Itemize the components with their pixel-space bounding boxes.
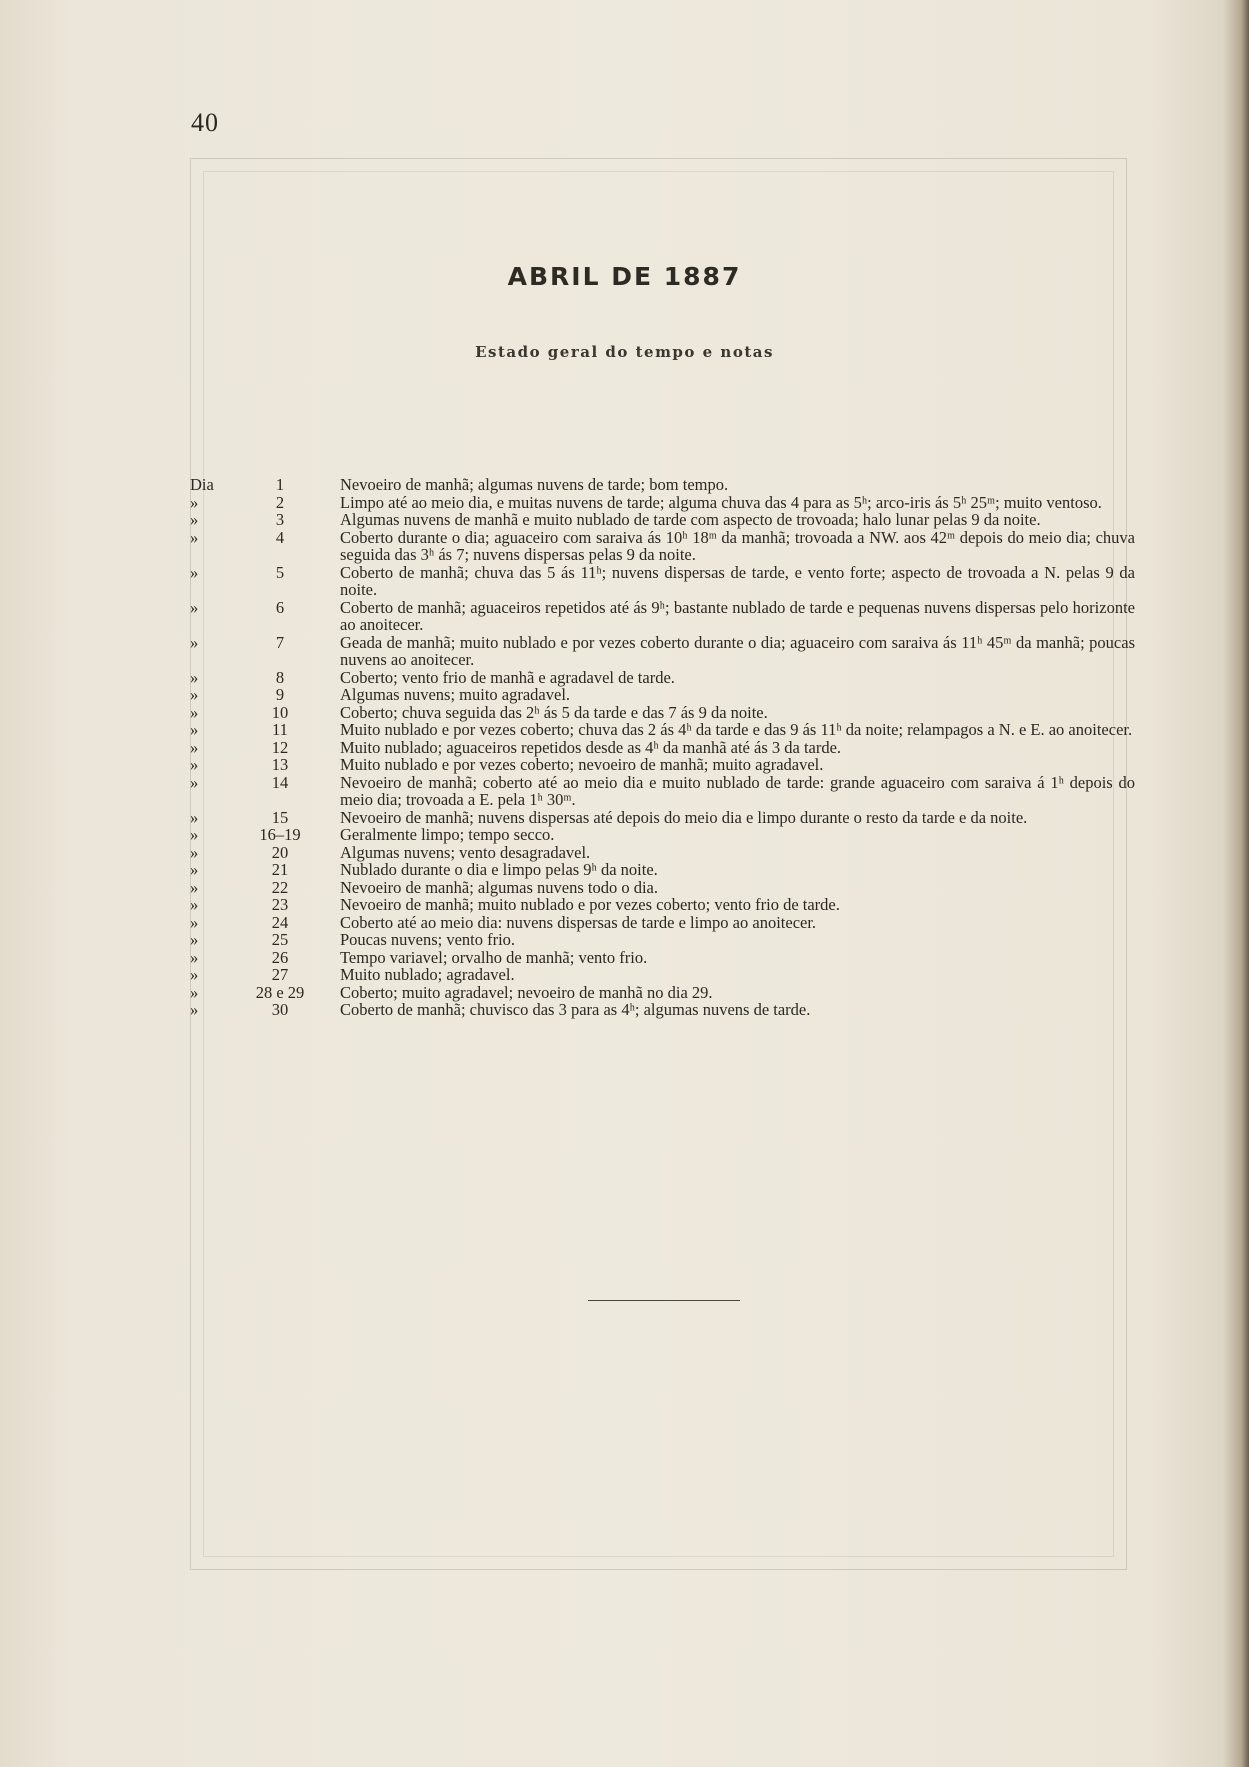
day-number: 10 xyxy=(271,702,289,722)
day-number: 9 xyxy=(275,685,285,704)
weather-note: Nevoeiro de manhã; algumas nuvens todo o dia. xyxy=(340,877,659,897)
weather-note: Poucas nuvens; vento frio. xyxy=(340,930,516,949)
weather-note: Muito nublado e por vezes coberto; chuva das 2 ás 4ʰ da tarde e das 9 ás 11ʰ da noite; relampagos a N. e E. ao anoitecer. xyxy=(340,720,1133,739)
day-number: 8 xyxy=(275,667,285,687)
day-number: 3 xyxy=(275,510,285,529)
weather-note: Coberto; vento frio de manhã e agradavel de tarde. xyxy=(340,667,675,687)
day-number: 30 xyxy=(271,1000,289,1019)
closing-rule xyxy=(588,1300,740,1301)
weather-note: Coberto de manhã; chuva das 5 ás 11ʰ; nuvens dispersas de tarde, e vento forte; aspecto de trovoada a N. pelas 9 da noite. xyxy=(340,562,1135,599)
list-item xyxy=(190,844,1135,862)
list-item xyxy=(190,774,1135,809)
day-prefix: » xyxy=(190,1000,199,1019)
day-number: 14 xyxy=(271,772,289,792)
day-prefix: » xyxy=(190,982,199,1002)
day-prefix: » xyxy=(190,895,199,914)
list-item xyxy=(190,756,1135,774)
list-item xyxy=(190,984,1135,1002)
list-item xyxy=(190,529,1135,564)
weather-note: Algumas nuvens; vento desagradavel. xyxy=(340,842,591,862)
weather-note: Algumas nuvens; muito agradavel. xyxy=(340,685,571,704)
day-number: 11 xyxy=(272,720,288,739)
day-number: 6 xyxy=(275,597,285,617)
list-item xyxy=(190,826,1135,844)
weather-note: Muito nublado; agradavel. xyxy=(340,965,515,984)
list-item xyxy=(190,739,1135,757)
weather-note: Muito nublado e por vezes coberto; nevoeiro de manhã; muito agradavel. xyxy=(340,755,824,774)
day-prefix: » xyxy=(190,807,199,827)
section-subtitle: Estado geral do tempo e notas xyxy=(475,343,774,361)
day-prefix: » xyxy=(190,702,199,722)
weather-note: Coberto durante o dia; aguaceiro com saraiva ás 10ʰ 18ᵐ da manhã; trovoada a NW. aos 42ᵐ depois do meio dia; chuva seguida das 3ʰ ás 7; nuvens dispersas pelas 9 da noite. xyxy=(340,527,1135,564)
day-number: 24 xyxy=(271,912,289,932)
list-item xyxy=(190,634,1135,669)
list-item xyxy=(190,564,1135,599)
weather-note: Coberto até ao meio dia: nuvens dispersas de tarde e limpo ao anoitecer. xyxy=(340,912,817,932)
day-prefix: » xyxy=(190,930,199,949)
day-prefix: » xyxy=(190,912,199,932)
day-prefix: » xyxy=(190,510,199,529)
day-prefix: » xyxy=(190,965,199,984)
day-number: 20 xyxy=(271,842,289,862)
list-item xyxy=(190,494,1135,512)
weather-note: Nublado durante o dia e limpo pelas 9ʰ da noite. xyxy=(340,860,658,879)
day-prefix: » xyxy=(190,597,199,617)
weather-note: Nevoeiro de manhã; coberto até ao meio dia e muito nublado de tarde: grande aguaceiro com saraiva á 1ʰ depois do meio dia; trovoada a E. pela 1ʰ 30ᵐ. xyxy=(340,772,1135,809)
list-item xyxy=(190,896,1135,914)
list-item xyxy=(190,669,1135,687)
list-item xyxy=(190,914,1135,932)
day-prefix: Dia xyxy=(190,475,214,494)
day-prefix: » xyxy=(190,492,199,512)
weather-note: Coberto de manhã; aguaceiros repetidos até ás 9ʰ; bastante nublado de tarde e pequenas nuvens dispersas pelo horizonte ao anoitecer. xyxy=(340,597,1135,634)
list-item xyxy=(190,1001,1135,1019)
list-item xyxy=(190,931,1135,949)
day-number: 27 xyxy=(271,965,289,984)
list-item xyxy=(190,511,1135,529)
day-number: 26 xyxy=(271,947,289,967)
weather-note: Coberto de manhã; chuvisco das 3 para as 4ʰ; algumas nuvens de tarde. xyxy=(340,1000,811,1019)
day-number: 28 e 29 xyxy=(255,982,305,1002)
day-number: 1 xyxy=(275,475,285,494)
weather-note: Coberto; muito agradavel; nevoeiro de manhã no dia 29. xyxy=(340,982,713,1002)
list-item xyxy=(190,721,1135,739)
weather-note: Coberto; chuva seguida das 2ʰ ás 5 da tarde e das 7 ás 9 da noite. xyxy=(340,702,768,722)
day-prefix: » xyxy=(190,842,199,862)
day-number: 2 xyxy=(275,492,285,512)
day-prefix: » xyxy=(190,755,199,774)
day-prefix: » xyxy=(190,720,199,739)
list-item xyxy=(190,949,1135,967)
day-number: 21 xyxy=(271,860,289,879)
day-number: 12 xyxy=(271,737,289,757)
day-prefix: » xyxy=(190,667,199,687)
weather-note: Tempo variavel; orvalho de manhã; vento frio. xyxy=(340,947,648,967)
weather-note: Nevoeiro de manhã; nuvens dispersas até depois do meio dia e limpo durante o resto da tarde e da noite. xyxy=(340,807,1028,827)
day-prefix: » xyxy=(190,860,199,879)
day-prefix: » xyxy=(190,562,199,582)
list-item xyxy=(190,599,1135,634)
list-item xyxy=(190,861,1135,879)
day-number: 22 xyxy=(271,877,289,897)
day-number: 13 xyxy=(271,755,289,774)
day-number: 15 xyxy=(271,807,289,827)
day-prefix: » xyxy=(190,772,199,792)
day-number: 16–19 xyxy=(259,825,301,844)
list-item xyxy=(190,809,1135,827)
weather-note: Nevoeiro de manhã; muito nublado e por vezes coberto; vento frio de tarde. xyxy=(340,895,840,914)
day-prefix: » xyxy=(190,737,199,757)
list-item xyxy=(190,686,1135,704)
day-prefix: » xyxy=(190,527,199,547)
list-item xyxy=(190,704,1135,722)
weather-note: Nevoeiro de manhã; algumas nuvens de tarde; bom tempo. xyxy=(340,475,729,494)
day-number: 23 xyxy=(271,895,289,914)
weather-note: Geada de manhã; muito nublado e por vezes coberto durante o dia; aguaceiro com saraiva ás 11ʰ 45ᵐ da manhã; poucas nuvens ao anoitecer. xyxy=(340,632,1135,669)
page-title: ABRIL DE 1887 xyxy=(507,262,742,291)
weather-note: Geralmente limpo; tempo secco. xyxy=(340,825,555,844)
weather-note: Algumas nuvens de manhã e muito nublado de tarde com aspecto de trovoada; halo lunar pelas 9 da noite. xyxy=(340,510,1041,529)
list-item xyxy=(190,879,1135,897)
weather-note: Muito nublado; aguaceiros repetidos desde as 4ʰ da manhã até ás 3 da tarde. xyxy=(340,737,842,757)
day-prefix: » xyxy=(190,685,199,704)
page-number: 40 xyxy=(191,108,219,137)
list-item xyxy=(190,966,1135,984)
day-prefix: » xyxy=(190,947,199,967)
day-prefix: » xyxy=(190,825,199,844)
weather-note: Limpo até ao meio dia, e muitas nuvens de tarde; alguma chuva das 4 para as 5ʰ; arco-iris ás 5ʰ 25ᵐ; muito ventoso. xyxy=(340,492,1102,512)
day-number: 25 xyxy=(271,930,289,949)
list-item xyxy=(190,476,1135,494)
day-number: 4 xyxy=(275,527,285,547)
day-prefix: » xyxy=(190,877,199,897)
day-prefix: » xyxy=(190,632,199,652)
daily-notes-list xyxy=(190,476,1135,1019)
day-number: 7 xyxy=(275,632,285,652)
day-number: 5 xyxy=(275,562,285,582)
